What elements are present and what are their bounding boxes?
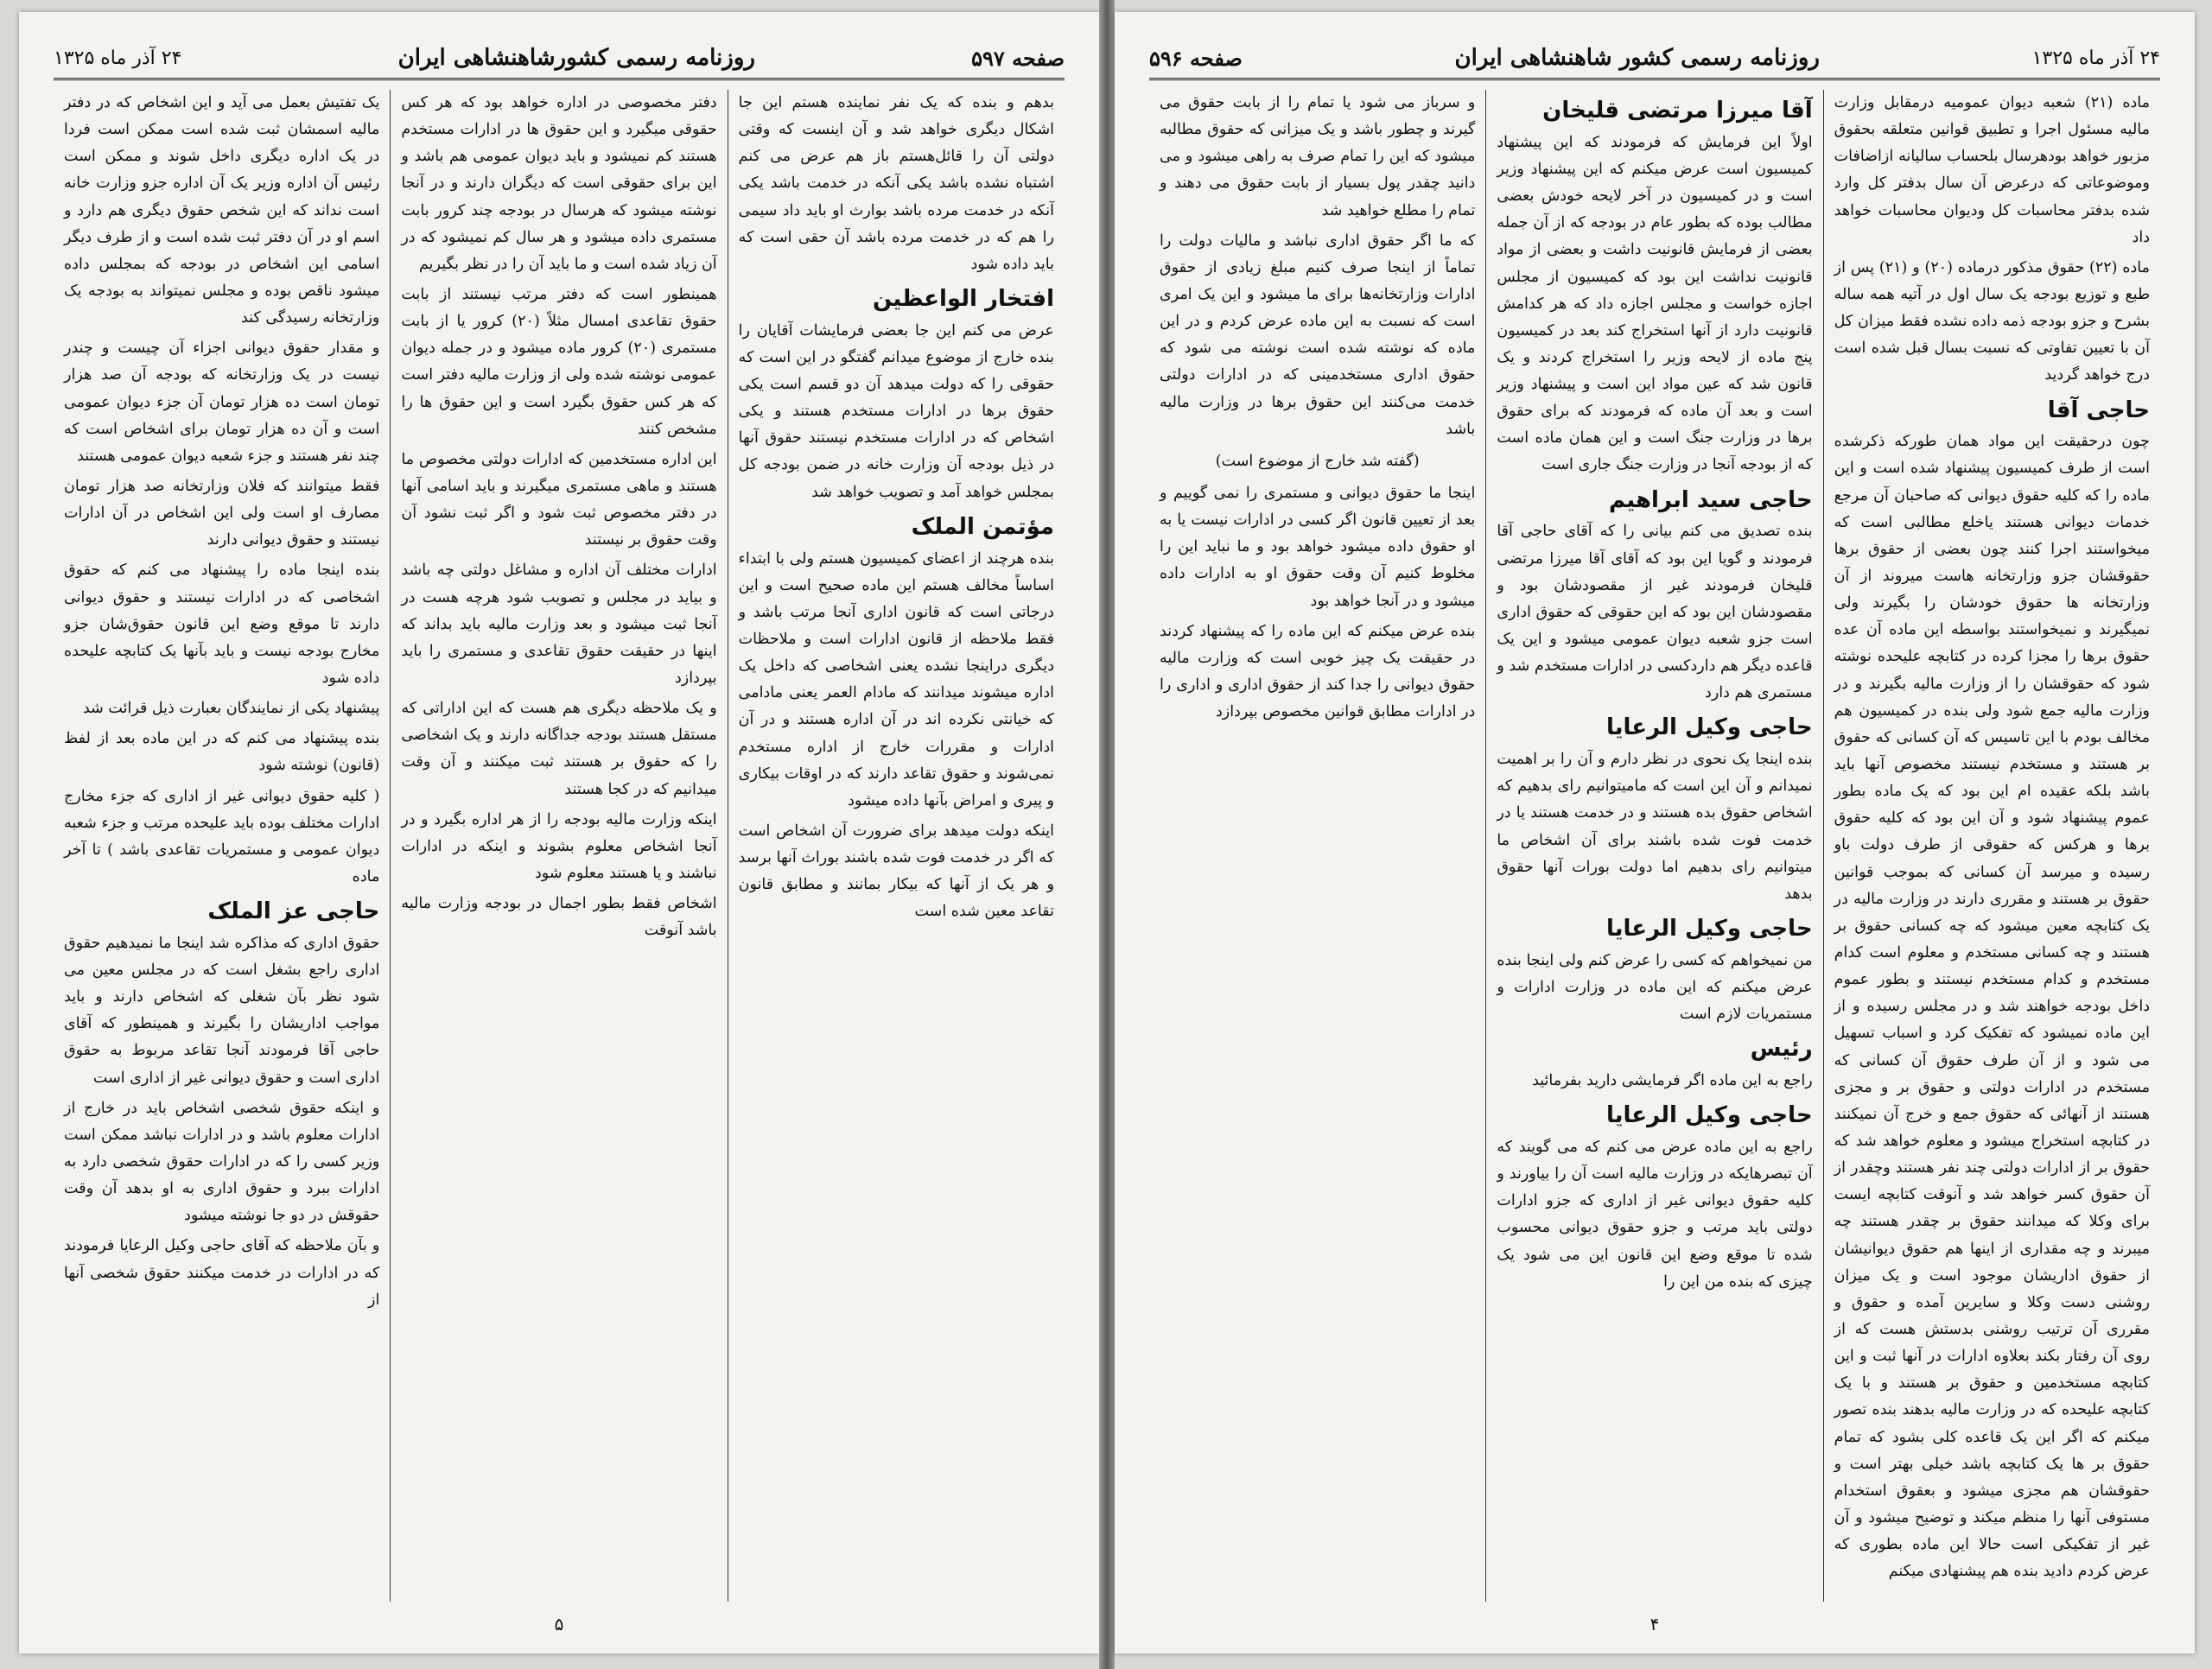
paragraph: این اداره مستخدمین که ادارات دولتی مخصوص ما هستند و ماهی مستمری میگیرند و باید اسامی آنها در دفتر مخصوص ثبت شود و اگر ثبت نشود آن وقت حقوق بر نیستند — [401, 450, 717, 549]
paragraph: بنده عرض میکنم که این ماده را که پیشنهاد کردند در حقیقت یک چیز خوبی است که وزارت مالیه حقوق دیوانی را جدا کند از حقوق اداری و اداری را در ادارات مطابق قوانین مخصوص بپردازد — [1160, 622, 1476, 721]
paragraph: راجع به این ماده اگر فرمایشی دارید بفرمائید — [1532, 1072, 1813, 1090]
page-number: صفحه ۵۹۷ — [971, 45, 1065, 71]
paragraph: و بآن ملاحظه که آقای حاجی وکیل الرعایا فرمودند که در ادارات در خدمت میکنند حقوق شخصی آنها از — [64, 1237, 380, 1309]
text-columns — [54, 90, 1065, 1602]
page-footer-number: ۴ — [1649, 1614, 1660, 1634]
paragraph: یک تفتیش بعمل می آید و این اشخاص که در دفتر مالیه اسمشان ثبت شده است ممکن است فردا در یک اداره دیگری داخل شوند و ممکن است رئیس آن اداره وزیر یک آن اداره جزو وزارت خانه است نداند که این شخص حقوق دیگری هم دارد و اسم او در آن دفتر ثبت شده است و از طرف دیگر اسامی این اشخاص در بودجه که بمجلس داده میشود ناقص بوده و مجلس نمیتواند به بودجه یک وزارتخانه رسیدگی کند — [64, 94, 380, 327]
text-columns — [1149, 90, 2160, 1602]
paragraph: ماده (۲۱) شعبه دیوان عمومیه درمقابل وزارت مالیه مسئول اجرا و تطبیق قوانین متعلقه بحقوق مزبور خواهد بودهرسال بلحساب سالیانه ازاضافات وموضوعاتی که درعرض آن سال بدفتر کل وارد شده بدفتر محاسبات کل ودیوان محاسبات خواهد داد — [1834, 94, 2150, 246]
paragraph: بنده تصدیق می کنم بیانی را که آقای حاجی آقا فرمودند و گویا این بود که آقای آقا میرزا مرتضی قلیخان فرمودند غیر از مقصودشان بود و مقصودشان این بود که این حقوقی که حقوق اداری است جزو شعبه دیوان عمومی میشود و این یک قاعده دیگر هم داردکسی در ادارات مستخدم شد و مستمری هم دارد — [1497, 523, 1813, 702]
issue-date: ۲۴ آذر ماه ۱۳۲۵ — [2031, 47, 2160, 69]
paragraph: بنده هرچند از اعضای کمیسیون هستم ولی با ابتداء اساساً مخالف هستم این ماده صحیح است و این درجاتی است که قانون اداری آنجا مرتب باشد و فقط ملاحظه از قانون ادارات است و ملاحظات دیگری دراینجا نشده یعنی اشخاصی که داخل یک اداره میشوند میدانند که مادام العمر یعنی مادامی که خیانتی نکرده اند در آن اداره هستند و در آن ادارات و مقررات خارج از اداره مستخدم نمی‌شوند و حقوق تقاعد دارند که در اوقات بیکاری و پیری و امراض بآنها داده میشود — [738, 549, 1054, 809]
issue-date: ۲۴ آذر ماه ۱۳۲۵ — [54, 47, 182, 69]
column-2 — [390, 90, 727, 1602]
speaker-heading: آقا میرزا مرتضی قلیخان — [1542, 98, 1813, 124]
paragraph: اولاً این فرمایش که فرمودند که این پیشنهاد کمیسیون است عرض میکنم که این پیشنهاد وزیر است و در کمیسیون در آخر لایحه خودش بعضی مطالب بوده که بطور عام در بودجه که از آن جمله بعضی از فرمایش قانونیت داشت و بعضی از مواد قانونیت نداشت این بود که کمیسیون از مجلس اجازه خواست و مجلس اجازه داد که هر کدامش قانونیت دارد از آنها استخراج کند بعد در کمیسیون پنج ماده از لایحه وزیر را استخراج کردند و یک قانون شد که عین مواد این است و پیشنهاد وزیر است و بعد آن ماده که فرمودند که برای حقوق برها در وزارت جنگ است و این همان ماده است که از بودجه آنجا در وزارت جنگ جاری است — [1497, 133, 1813, 474]
paragraph: اینجا ما حقوق دیوانی و مستمری را نمی گوییم و بعد از تعیین قانون اگر کسی در ادارات نیست یا به او حقوق داده میشود خواهد بود و ما نباید این را مخلوط کنیم آن وقت حقوق او به ادارات داده میشود و در آنجا خواهد بود — [1160, 484, 1476, 610]
paragraph: ( کلیه حقوق دیوانی غیر از اداری که جزء مخارج ادارات مختلف بوده باید علیحده مرتب و جزء شعبه دیوان عمومی و مستمریات تقاعدی باشد ) تا آخر ماده — [64, 787, 380, 885]
speaker-heading: حاجی وکیل الرعایا — [1606, 714, 1813, 741]
column-2 — [1485, 90, 1822, 1602]
speaker-heading: مؤتمن الملک — [911, 513, 1054, 540]
paragraph: بدهم و بنده که یک نفر نماینده هستم این جا اشکال دیگری خواهد شد و آن اینست که وقتی دولتی آن را قائل‌هستم باز هم عرض می کنم اشتباه نشده باشد یکی آنکه در خدمت باشد یکی آنکه در خدمت مرده باشد بوارث او باید داد سیمی را هم که در خدمت مرده باشد آن حقی است که باید داده شود — [738, 94, 1054, 273]
speaker-heading: حاجی سید ابراهیم — [1609, 486, 1813, 513]
speaker-heading: رئیس — [1750, 1036, 1813, 1063]
paragraph: و مقدار حقوق دیوانی اجزاء آن چیست و چندر نیست در یک وزارتخانه که بودجه آن صد هزار تومان است ده هزار تومان آن جزء دیوان عمومی است و آن ده هزار تومان برای اشخاص است که چند نفر هستند و جزء شعبه دیوان عمومی هستند — [64, 340, 380, 465]
paragraph: اشخاص فقط بطور اجمال در بودجه وزارت مالیه باشد آنوقت — [401, 895, 717, 940]
paragraph: پیشنهاد یکی از نمایندگان بعبارت ذیل قرائت شد — [83, 700, 380, 718]
page-footer-number: ۵ — [554, 1614, 564, 1634]
newspaper-title: روزنامه رسمی کشورشاهنشاهی ایران — [397, 45, 755, 71]
page-596 — [1115, 12, 2195, 1653]
paragraph: بنده پیشنهاد می کنم که در این ماده بعد از لفظ (قانون) نوشته شود — [64, 730, 380, 775]
page-header — [1149, 38, 2160, 80]
speaker-heading: حاجی وکیل الرعایا — [1606, 916, 1813, 942]
paragraph: و اینکه حقوق شخصی اشخاص باید در خارج از ادارات معلوم باشد و در ادارات نباشد ممکن است وزیر کسی را که در ادارات حقوق شخصی دارد به ادارات ببرد و حقوق اداری به او بدهد آن وقت حقوقش در دو جا نوشته میشود — [64, 1099, 380, 1225]
paragraph: بنده اینجا ماده را پیشنهاد می کنم که حقوق اشخاصی که در ادارات نیستند و حقوق دیوانی دارند تا موقع وضع این قانون حقوق‌شان جزو مخارج بودجه نیست و باید بآنها یک کتابچه علیحده داده شود — [64, 562, 380, 687]
paragraph: و یک ملاحظه دیگری هم هست که این اداراتی که مستقل هستند بودجه جداگانه دارند و یک اشخاصی را که حقوق بر هستند ثبت میکنند و آن وقت میدانیم که در کجا هستند — [401, 700, 717, 798]
paragraph: عرض می کنم این جا بعضی فرمایشات آقایان را بنده خارج از موضوع میدانم گفتگو در این است که حقوقی را که دولت میدهد آن دو قسم است یکی حقوق برها در ادارات مستخدم هستند و یکی اشخاص که در ادارات مستخدم نیستند حقوق آنها در ذیل بودجه آن وزارت خانه در ضمن بودجه کل بمجلس خواهد آمد و تصویب خواهد شد — [738, 321, 1054, 501]
column-1 — [1823, 90, 2160, 1602]
paragraph: حقوق اداری که مذاکره شد اینجا ما نمیدهیم حقوق اداری راجع بشغل است که در مجلس معین می شود نظر بآن شغلی که اشخاص دارند و باید مواجب اداریشان را بگیرند و همینطور که آقای حاجی آقا فرمودند آنجا تقاعد مربوط به حقوق اداری است و حقوق دیوانی غیر از اداری است — [64, 934, 380, 1087]
paragraph: اینکه وزارت مالیه بودجه را از هر اداره بگیرد و در آنجا اشخاص معلوم بشوند و اینکه در ادارات نباشند و یا هستند معلوم شود — [401, 810, 717, 882]
speaker-heading: حاجی وکیل الرعایا — [1606, 1102, 1813, 1129]
paragraph: بنده اینجا یک نحوی در نظر دارم و آن را بر اهمیت نمیدانم و آن این است که مامیتوانیم رای بدهیم که اشخاص حقوق بده هستند و در خدمت هستند یا در خدمت فوت شده باشند برای آن اشخاص ما میتوانیم رای بدهیم اما دولت بورات آنها حقوق بدهد — [1497, 751, 1813, 903]
paragraph: من نمیخواهم که کسی را عرض کنم ولی اینجا بنده عرض میکنم که این ماده در وزارت ادارات و مستمریات لازم است — [1497, 951, 1813, 1024]
paragraph: راجع به این ماده عرض می کنم که می گویند که آن تبصرهایکه در وزارت مالیه است آن را بیاورند و کلیه حقوق دیوانی غیر از اداری که جزو ادارات دولتی باید مرتب و جزو حقوق دیوانی محسوب شده تا موقع وضع این قانون این می شود یک چیزی که بنده من این را — [1497, 1139, 1813, 1291]
page-header — [54, 38, 1065, 80]
paragraph: اینکه دولت میدهد برای ضرورت آن اشخاص است که اگر در خدمت فوت شده باشند بوراث آنها برسد و هر یک از آنها که بیکار بمانند و مطابق قانون تقاعد معین شده است — [738, 822, 1054, 921]
paragraph: فقط میتوانند که فلان وزارتخانه صد هزار تومان مصارف او است ولی این اشخاص در آن ادارات نیستند و حقوق دیوانی دارند — [64, 477, 380, 549]
paragraph: (گفته شد خارج از موضوع است) — [1215, 452, 1420, 470]
paragraph: چون درحقیقت این مواد همان طورکه ذکرشده است از طرف کمیسیون پیشنهاد شده است و این ماده را که کلیه حقوق دیوانی که صاحبان آن مرجع خدمات دیوانی هستند یاخلع مطالبی است که میخواستند اجرا کنند چون بعضی از حقوق برها حقوقشان جزو وزارتخانه هاست میروند از آن وزارتخانه ها حقوق خودشان را بگیرند ولی نمیگیرند و نمیخواستند بواسطه این ماده آن عده حقوق برها را مجزا کرده در کتابچه علیحده نوشته شود که حقوقشان را از وزارت مالیه بگیرند و در وزارت مالیه جمع شود ولی بنده در کمیسیون هم مخالف بودم با این تاسیس که آن کسانی که حقوق بر هستند و مستخدم نیستند مخصوص آنها باید باشد بلکه عقیده ام این بود که یک ماده بطور عموم پیشنهاد شود و آن این بود که کلیه حقوق برها و هرکس که حقوقی از طرف دولت باو رسیده و میرسد آن کسانی که بموجب قوانین حقوق بر هستند و مقرری دارند در وزارت مالیه در یک کتابچه معین میشود که چه کسانی حقوق بر هستند و چه کسانی مستخدم و معلوم است کدام مستخدم و کدام مستخدم نیستند و بطور عموم داخل بودجه خواهند شد و در مجلس رسیده و از این ماده نمیشود که تفکیک کرد و اسباب تسهیل می شود و از آن طرف حقوق آن کسانی که مستخدم در ادارات دولتی و حقوق بر و مجزی هستند از آنهائی که حقوق جمع و خرج آن نمیکنند در کتابچه استخراج میشود و معلوم خواهد شد که حقوق بر از ادارات دولتی چند نفر هستند وچقدر از آن حقوق کسر خواهد شد و آنوقت کتابچه ایست برای وکلا که میدانند حقوق بر چقدر هستند چه میبرند و چه مقداری از اینها هم حقوق دیوانیشان از حقوق اداریشان موجود است و یک میزان روشنی دست وکلا و سایرین آمده و حقوق و مقرری آن ترتیب روشنی بدستش هست که از روی آن رفتار بکند بعلاوه ادارات در آنها ثبت و این کتابچه مستخدمین و حقوق بر هستند و با یک کتابچه علیحده که در وزارت مالیه بدهند بنده تصور میکنم که اگر این یک قاعده کلی بشود که تمام حقوق بر ها یک کتابچه باشد خیلی بهتر است و حقوقشان هم مجزی میشود و بعقوق استخدام مستوفی آنها را منظم میکند و توضیح میشود و آن غیر از تفکیکی است حالا این ماده بطوری که عرض کردم دادید بنده هم پیشنهادی میکنم — [1834, 433, 2150, 1581]
newspaper-title: روزنامه رسمی کشور شاهنشاهی ایران — [1454, 45, 1820, 71]
speaker-heading: افتخار الواعظین — [872, 285, 1054, 312]
book-gutter — [1099, 0, 1115, 1669]
column-3 — [1149, 90, 1485, 1602]
paragraph: ادارات مختلف آن اداره و مشاغل دولتی چه باشد و بیاید در مجلس و تصویب شود هرچه هست در آنجا ثبت میشود و بعد وزارت مالیه باید بداند که اینها در حقیقت حقوق تقاعدی و مستمری را باید بپردازد — [401, 562, 717, 687]
page-number: صفحه ۵۹۶ — [1149, 45, 1243, 71]
column-3 — [54, 90, 390, 1602]
speaker-heading: حاجی آقا — [2047, 397, 2150, 423]
paragraph: ماده (۲۲) حقوق مذکور درماده (۲۰) و (۲۱) پس از طبع و توزیع بودجه یک سال اول در آتیه همه ساله بشرح و جزو بودجه ذمه داده نشده فقط میزان کل آن با تعیین تفاوتی که نسبت بسال قبل شده است درج خواهد گردید — [1834, 258, 2151, 384]
paragraph: همینطور است که دفتر مرتب نیستند از بابت حقوق تقاعدی امسال مثلاً (۲۰) کرور یا از بابت مستمری (۲۰) کرور ماده میشود و در جمله دیوان عمومی نوشته شده ولی از وزارت مالیه دفتر است که هر کس حقوق بگیرد است و این حقوق ها را مشخص کنند — [401, 285, 717, 438]
paragraph: دفتر مخصوصی در اداره خواهد بود که هر کس حقوقی میگیرد و این حقوق ها در ادارات مستخدم هستند کم نمیشود و باید دیوان عمومی هم باشد و این برای حقوقی است که دیگران دارند و در آنجا نوشته میشود که هرسال در بودجه چند کرور بابت مستمری داده میشود و هر سال کم نمیشود که در آن زیاد شده است و ما باید آن را در نظر بگیریم — [401, 94, 717, 273]
page-597 — [19, 12, 1099, 1653]
paragraph: که ما اگر حقوق اداری نباشد و مالیات دولت را تماماً از اینجا صرف کنیم مبلغ زیادی از حقوق ادارات وزارتخانه‌ها برای ما میشود و این یک امری است که نسبت به این ماده عرض کردم و در این ماده که نوشته شده است نوشته می شود که حقوق اداری مستخدمینی که در ادارات دولتی خدمت می‌کنند این حقوق برها در وزارت مالیه باشد — [1160, 232, 1476, 438]
paragraph: و سرباز می شود یا تمام را از بابت حقوق می گیرند و چطور باشد و یک میزانی که حقوق مطالبه میشود که این را تمام صرف به راهی میشود و می دانید چقدر پول بسیار از بابت حقوق می دهند و تمام را مطلع خواهید شد — [1160, 94, 1476, 219]
speaker-heading: حاجی عز الملک — [207, 898, 380, 925]
column-1 — [728, 90, 1065, 1602]
